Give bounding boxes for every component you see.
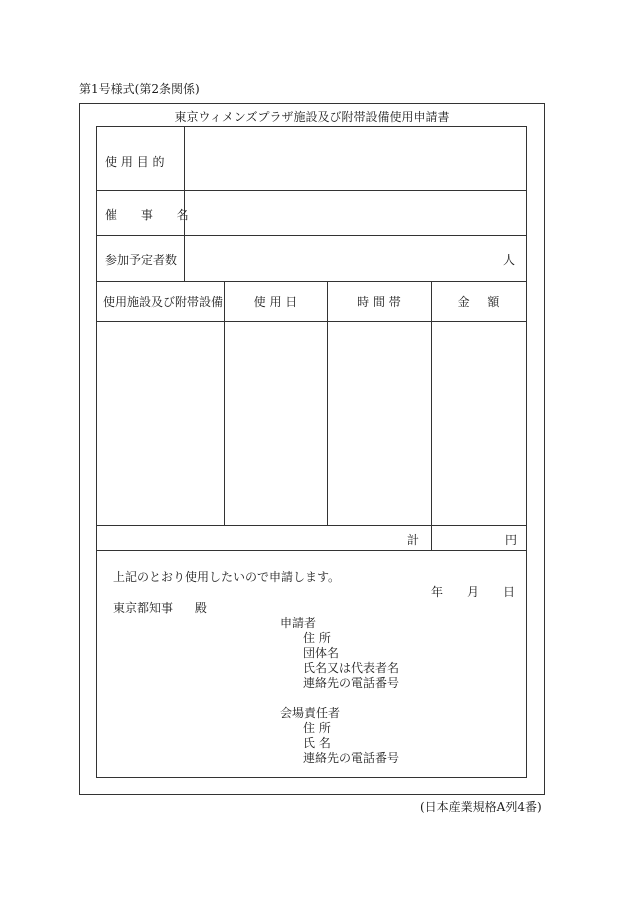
purpose-label: 使 用 目 的 [105,155,165,169]
event-name-label: 催 事 名 [105,208,189,222]
date-day: 日 [503,585,516,599]
divider [97,235,526,236]
applicant-name-label: 氏名又は代表者名 [303,661,400,675]
facility-entry-cell[interactable] [97,322,224,525]
divider [97,525,526,526]
declaration-text: 上記のとおり使用したいので申請します。 [113,570,341,584]
divider [184,127,185,281]
header-time-slot: 時 間 帯 [357,295,401,309]
time-slot-entry-cell[interactable] [328,322,431,525]
applicant-address-label: 住 所 [303,631,331,645]
venue-manager-heading: 会場責任者 [280,706,341,720]
venue-manager-phone-label: 連絡先の電話番号 [303,751,400,765]
divider [97,281,526,282]
application-table [96,126,527,778]
use-date-entry-cell[interactable] [225,322,327,525]
paper-size-note: (日本産業規格A列4番) [420,800,542,814]
applicant-phone-label: 連絡先の電話番号 [303,676,400,690]
participants-unit: 人 [503,253,516,267]
total-unit: 円 [505,533,518,547]
header-amount: 金 額 [457,295,500,309]
date-month: 月 [467,585,480,599]
venue-manager-name-label: 氏 名 [303,736,331,750]
header-use-date: 使 用 日 [253,295,298,309]
amount-entry-cell[interactable] [432,322,526,525]
divider [97,550,526,551]
divider [97,190,526,191]
addressee: 東京都知事 殿 [113,601,207,615]
total-label: 計 [407,533,420,547]
form-title: 東京ウィメンズプラザ施設及び附帯設備使用申請書 [174,110,450,124]
venue-manager-address-label: 住 所 [303,721,331,735]
applicant-organization-label: 団体名 [303,646,340,660]
date-year: 年 [431,585,444,599]
header-facility: 使用施設及び附帯設備 [103,295,224,309]
form-number-label: 第1号様式(第2条関係) [79,82,200,96]
participants-label: 参加予定者数 [105,253,178,267]
applicant-heading: 申請者 [280,616,317,630]
